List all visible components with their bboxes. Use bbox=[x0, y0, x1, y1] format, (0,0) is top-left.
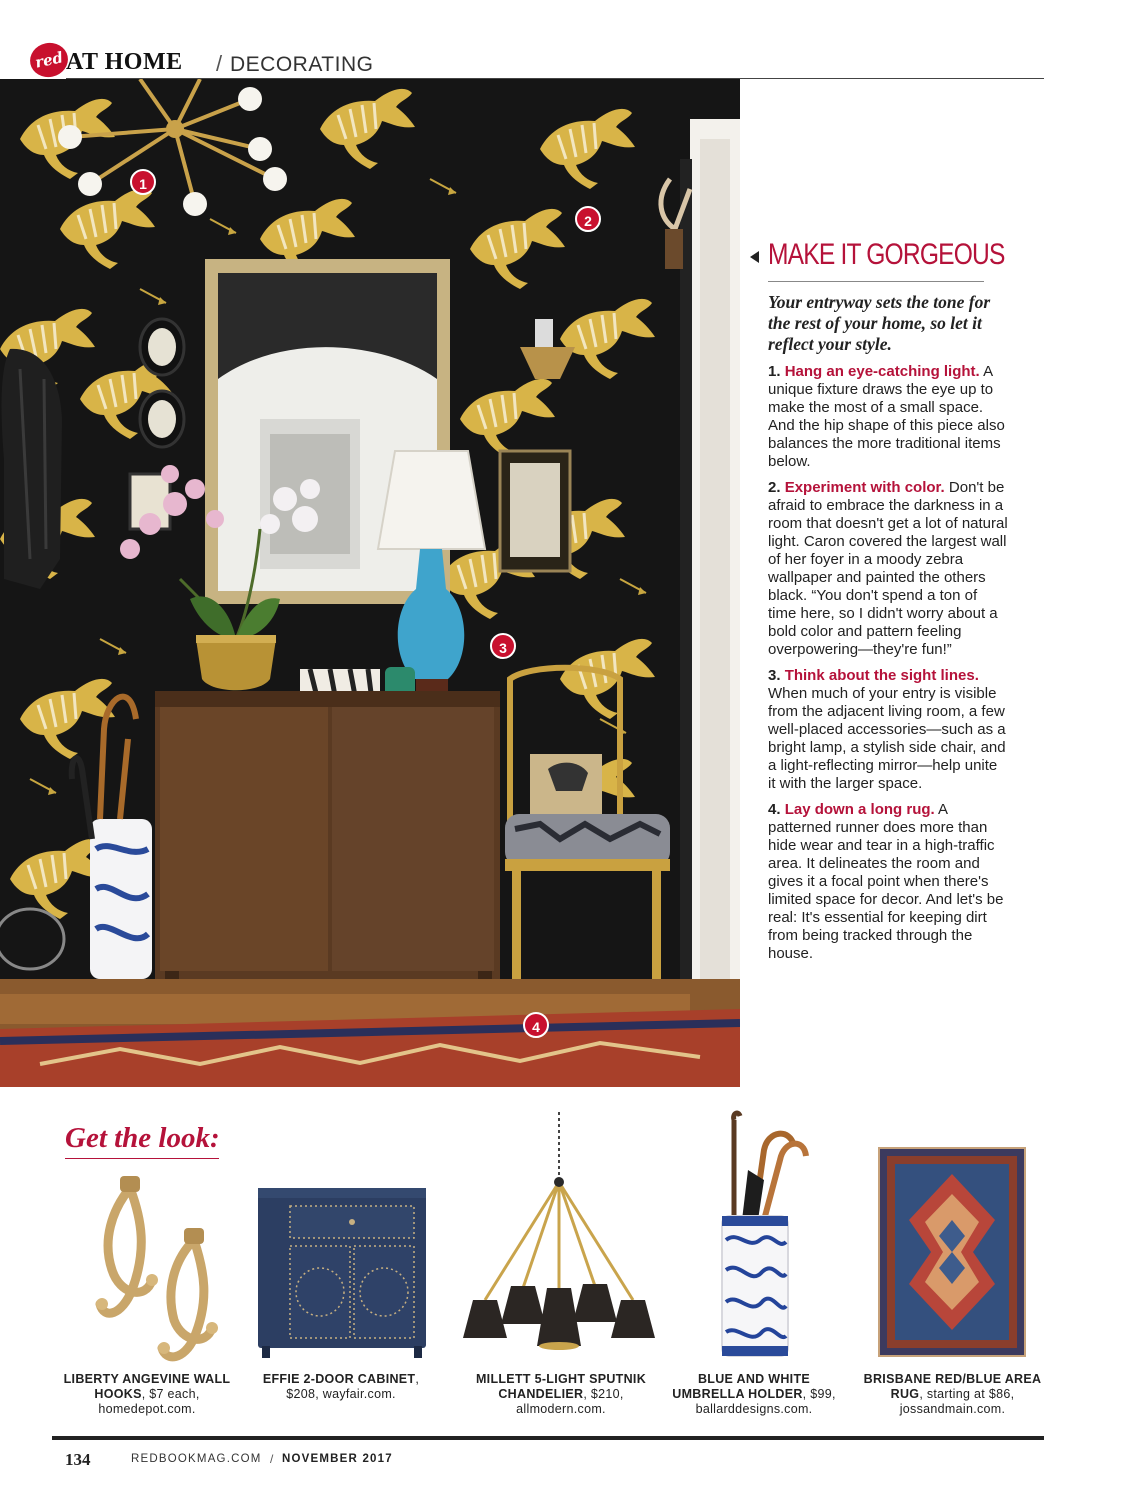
tip-2 bbox=[768, 479, 1008, 659]
product-name: BRISBANE RED/BLUE AREA RUG bbox=[863, 1372, 1042, 1401]
photo-pin-1: 1 bbox=[130, 169, 156, 195]
product-caption bbox=[62, 1372, 232, 1417]
tip-body: When much of your entry is visible from the adjacent living room, a few well-placed accessories—such as a bright lamp, a stylish side chair, and a light-reflecting mirror—help unite it with the larger space. bbox=[768, 685, 1006, 792]
triangle-pointer-icon bbox=[750, 251, 759, 263]
photo-pin-4: 4 bbox=[523, 1012, 549, 1038]
section-label: AT HOME bbox=[66, 49, 183, 75]
product-detail: , $208, wayfair.com. bbox=[286, 1372, 420, 1401]
red-logo: red bbox=[27, 39, 71, 80]
product-chandelier bbox=[455, 1110, 667, 1430]
footer-rule bbox=[52, 1436, 1044, 1440]
tip-number: 2. bbox=[768, 479, 781, 496]
tips-sidebar bbox=[750, 238, 1010, 963]
product-caption bbox=[855, 1372, 1050, 1417]
chandelier-image bbox=[455, 1110, 667, 1368]
product-area-rug bbox=[855, 1110, 1050, 1430]
product-caption bbox=[250, 1372, 432, 1402]
tip-number: 3. bbox=[768, 667, 781, 684]
product-detail: , $210, allmodern.com. bbox=[516, 1387, 624, 1416]
cabinet-image bbox=[250, 1110, 432, 1368]
tip-lead: Think about the sight lines. bbox=[784, 667, 979, 684]
sidebar-intro: Your entryway sets the tone for the rest of your home, so let it reflect your style. bbox=[768, 292, 991, 354]
footer-site: REDBOOKMAG.COM bbox=[131, 1453, 262, 1465]
tip-lead: Hang an eye-catching light. bbox=[784, 363, 980, 380]
sidebar-title: MAKE IT GORGEOUS bbox=[768, 238, 1005, 271]
get-the-look-title: Get the look: bbox=[65, 1122, 220, 1154]
photo-pin-2: 2 bbox=[575, 206, 601, 232]
subsection-label: DECORATING bbox=[230, 53, 374, 76]
product-name: LIBERTY ANGEVINE WALL HOOKS bbox=[63, 1372, 231, 1401]
product-caption bbox=[668, 1372, 840, 1417]
tip-number: 4. bbox=[768, 801, 781, 818]
product-umbrella-holder bbox=[668, 1110, 840, 1430]
tip-3 bbox=[768, 667, 1008, 793]
footer-separator: / bbox=[270, 1452, 274, 1466]
tip-lead: Experiment with color. bbox=[784, 479, 945, 496]
umbrella-holder-image bbox=[668, 1110, 840, 1368]
tip-4 bbox=[768, 801, 1008, 963]
tip-number: 1. bbox=[768, 363, 781, 380]
sidebar-rule bbox=[768, 281, 984, 282]
product-cabinet bbox=[250, 1110, 432, 1430]
product-detail: , $7 each, homedepot.com. bbox=[98, 1387, 200, 1416]
product-detail: , starting at $86, jossandmain.com. bbox=[899, 1387, 1015, 1416]
footer-date: NOVEMBER 2017 bbox=[282, 1453, 393, 1465]
photo-pin-3: 3 bbox=[490, 633, 516, 659]
product-name: MILLETT 5-LIGHT SPUTNIK CHANDELIER bbox=[475, 1372, 647, 1401]
product-name: EFFIE 2-DOOR CABINET bbox=[262, 1372, 416, 1386]
wall-hooks-image bbox=[62, 1110, 232, 1368]
page-header bbox=[30, 40, 1044, 80]
product-name: BLUE AND WHITE UMBRELLA HOLDER bbox=[672, 1372, 811, 1401]
entryway-photo bbox=[0, 79, 740, 1087]
tip-body: A unique fixture draws the eye up to make the most of a small space. And the hip shape of this piece also balances the more traditional items below. bbox=[768, 363, 1005, 470]
tip-1 bbox=[768, 363, 1008, 471]
tip-lead: Lay down a long rug. bbox=[784, 801, 935, 818]
product-wall-hooks bbox=[62, 1110, 232, 1430]
sidebar-heading bbox=[750, 238, 1010, 278]
area-rug-image bbox=[855, 1110, 1050, 1368]
section-separator: / bbox=[216, 51, 223, 76]
tip-body: Don't be afraid to embrace the darkness in a room that doesn't get a lot of natural light. Caron covered the largest wall of her foyer in a moody zebra wallpaper and painted the others black. “You don't spend a ton of time here, so I didn't worry about a bold color and pattern feeling overpowering—they're fun!” bbox=[768, 479, 1008, 658]
product-detail: , $99, ballarddesigns.com. bbox=[695, 1387, 836, 1416]
page-number: 134 bbox=[65, 1450, 91, 1469]
tip-body: A patterned runner does more than hide wear and tear in a high-traffic area. It delineates the room and gives it a focal point when there's limited space for decor. And let's be real: It's essential for keeping dirt from being tracked through the house. bbox=[768, 801, 1004, 962]
product-caption bbox=[455, 1372, 667, 1417]
